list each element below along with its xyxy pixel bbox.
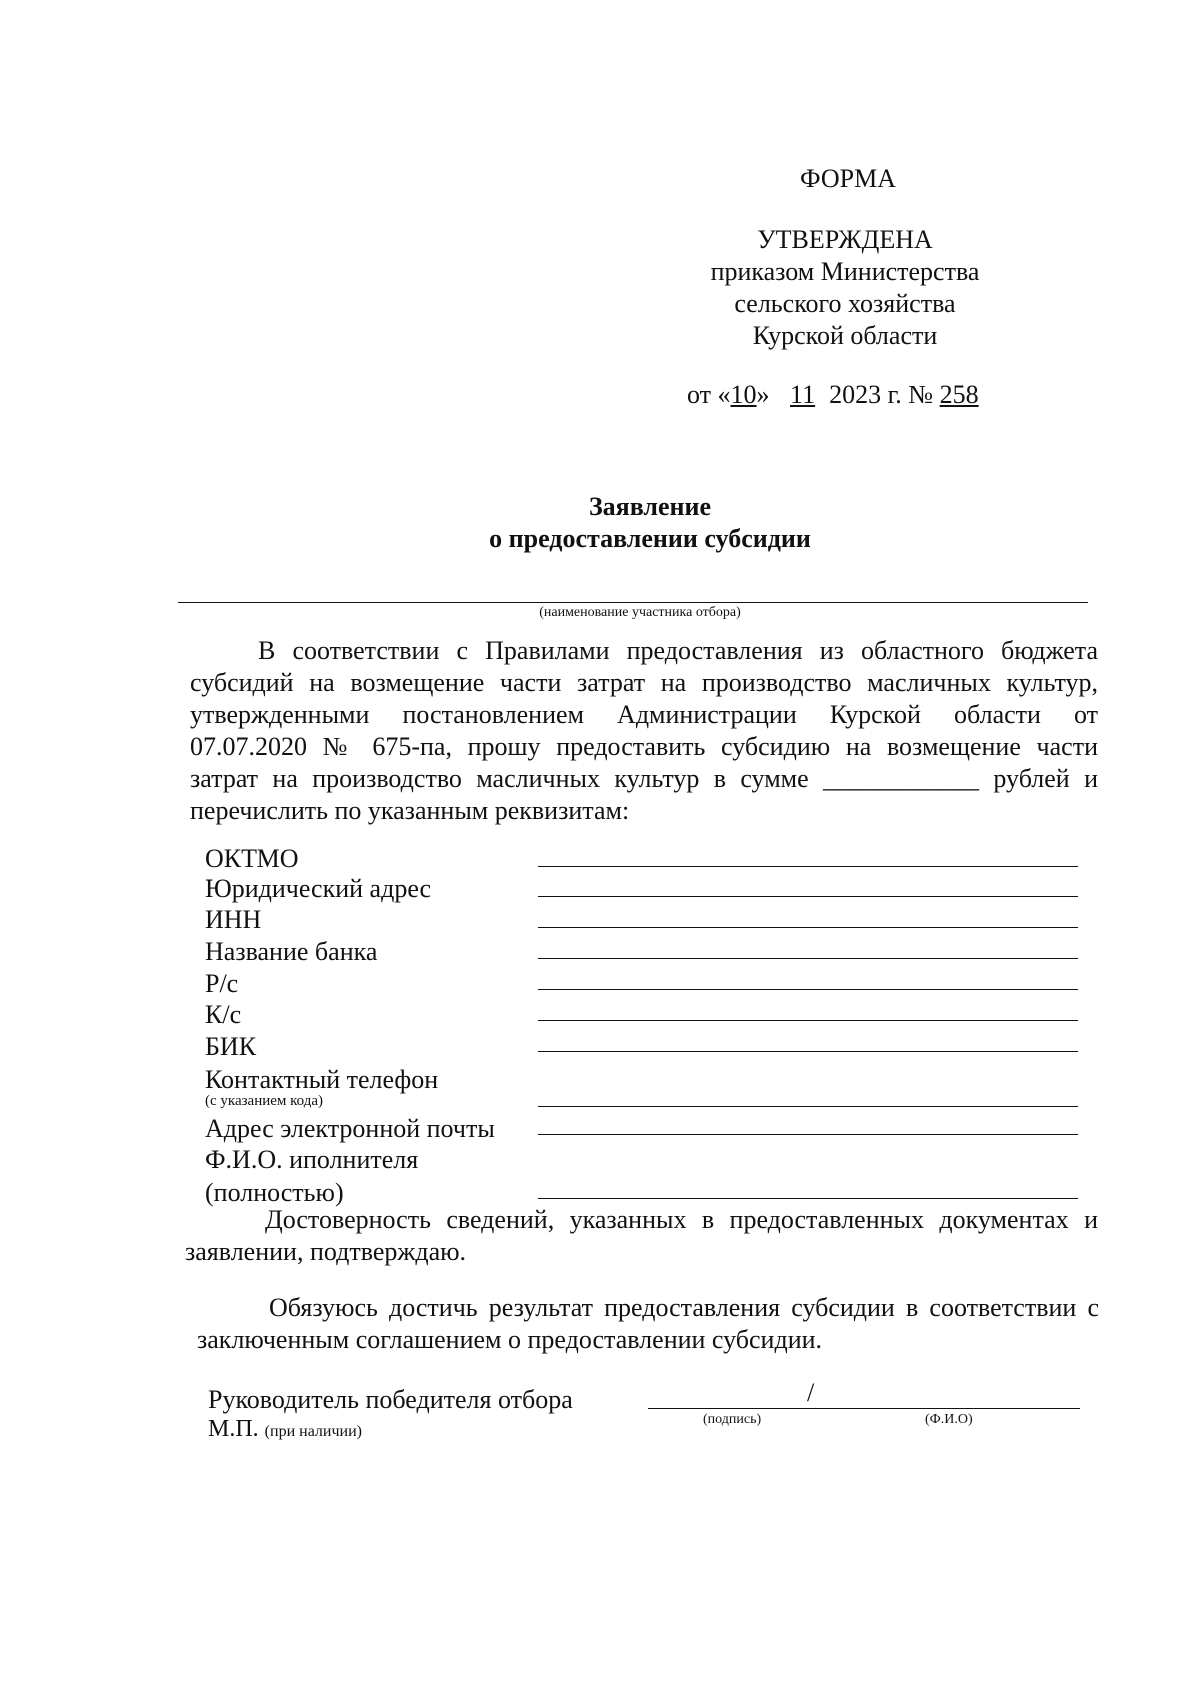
- stamp-note: (при наличии): [264, 1423, 362, 1440]
- field-label-inn: ИНН: [205, 905, 262, 934]
- signature-caption: (подпись): [703, 1412, 762, 1427]
- paragraph-line-2: субсидий на возмещение части затрат на производство масличных культур,: [190, 668, 1098, 697]
- approved-line-2: приказом Министерства: [710, 257, 980, 286]
- order-month: 11: [790, 380, 816, 409]
- paragraph-line-3: утвержденными постановлением Администрации Курской области от: [190, 700, 1098, 729]
- paragraph-line-5: затрат на производство масличных культур в сумме ____________ рублей и: [190, 764, 1098, 793]
- order-day: 10: [730, 380, 757, 409]
- confirm-line-2: заявлении, подтверждаю.: [185, 1237, 467, 1266]
- approved-line-3: сельского хозяйства: [734, 289, 956, 318]
- field-label-executor-note: (полностью): [205, 1178, 344, 1207]
- field-label-legal-address: Юридический адрес: [205, 874, 432, 903]
- title-line-1: Заявление: [588, 492, 712, 521]
- fio-caption: (Ф.И.О): [925, 1412, 973, 1427]
- field-line-legal-address[interactable]: [538, 896, 1078, 897]
- field-line-oktmo[interactable]: [538, 866, 1078, 867]
- obligation-paragraph: [197, 1292, 1099, 1356]
- signature-slash: /: [807, 1378, 815, 1407]
- field-line-phone[interactable]: [538, 1106, 1078, 1107]
- paragraph-line-6: перечислить по указанным реквизитам:: [190, 796, 630, 825]
- obligation-line-2: заключенным соглашением о предоставлении субсидии.: [197, 1325, 823, 1354]
- approved-line-4: Курской области: [752, 321, 938, 350]
- order-mid: »: [756, 380, 777, 409]
- field-line-inn[interactable]: [538, 927, 1078, 928]
- field-label-rs: Р/с: [205, 969, 239, 998]
- field-label-executor: Ф.И.О. иполнителя: [205, 1145, 419, 1174]
- field-line-executor[interactable]: [538, 1198, 1078, 1199]
- form-label: ФОРМА: [800, 164, 896, 193]
- field-line-email[interactable]: [538, 1134, 1078, 1135]
- field-label-bik: БИК: [205, 1032, 257, 1061]
- field-label-oktmo: ОКТМО: [205, 844, 299, 873]
- field-label-ks: К/с: [205, 1000, 242, 1029]
- signature-line[interactable]: [648, 1408, 1080, 1409]
- order-prefix: от «: [687, 380, 731, 409]
- field-line-rs[interactable]: [538, 989, 1078, 990]
- obligation-line-1: Обязуюсь достичь результат предоставления субсидии в соответствии с: [269, 1293, 1099, 1322]
- approved-label: УТВЕРЖДЕНА: [757, 225, 933, 254]
- stamp-place: [208, 1414, 362, 1447]
- applicant-name-line: [178, 602, 1088, 603]
- approval-block: [680, 224, 1010, 352]
- applicant-caption: (наименование участника отбора): [539, 605, 741, 620]
- paragraph-line-1: В соответствии с Правилами предоставления из областного бюджета: [258, 636, 1098, 665]
- field-line-ks[interactable]: [538, 1020, 1078, 1021]
- field-label-phone-note: (с указанием кода): [205, 1093, 324, 1109]
- field-label-bank-name: Название банка: [205, 937, 378, 966]
- order-year: 2023 г. №: [829, 380, 934, 409]
- field-label-phone: Контактный телефон: [205, 1065, 439, 1094]
- title-line-2: о предоставлении субсидии: [489, 524, 811, 553]
- order-date-number: [687, 379, 979, 411]
- confirmation-paragraph: [185, 1204, 1098, 1268]
- field-line-bik[interactable]: [538, 1051, 1078, 1052]
- confirm-line-1: Достоверность сведений, указанных в предоставленных документах и: [265, 1205, 1098, 1234]
- stamp-label: М.П.: [208, 1416, 259, 1442]
- request-paragraph: [190, 635, 1098, 827]
- paragraph-line-4: 07.07.2020 № 675-па, прошу предоставить субсидию на возмещение части: [190, 732, 1098, 761]
- order-number: 258: [939, 380, 979, 409]
- document-title: [390, 491, 910, 555]
- field-label-email: Адрес электронной почты: [205, 1114, 495, 1143]
- head-signature-label: Руководитель победителя отбора: [208, 1385, 573, 1414]
- field-line-bank-name[interactable]: [538, 958, 1078, 959]
